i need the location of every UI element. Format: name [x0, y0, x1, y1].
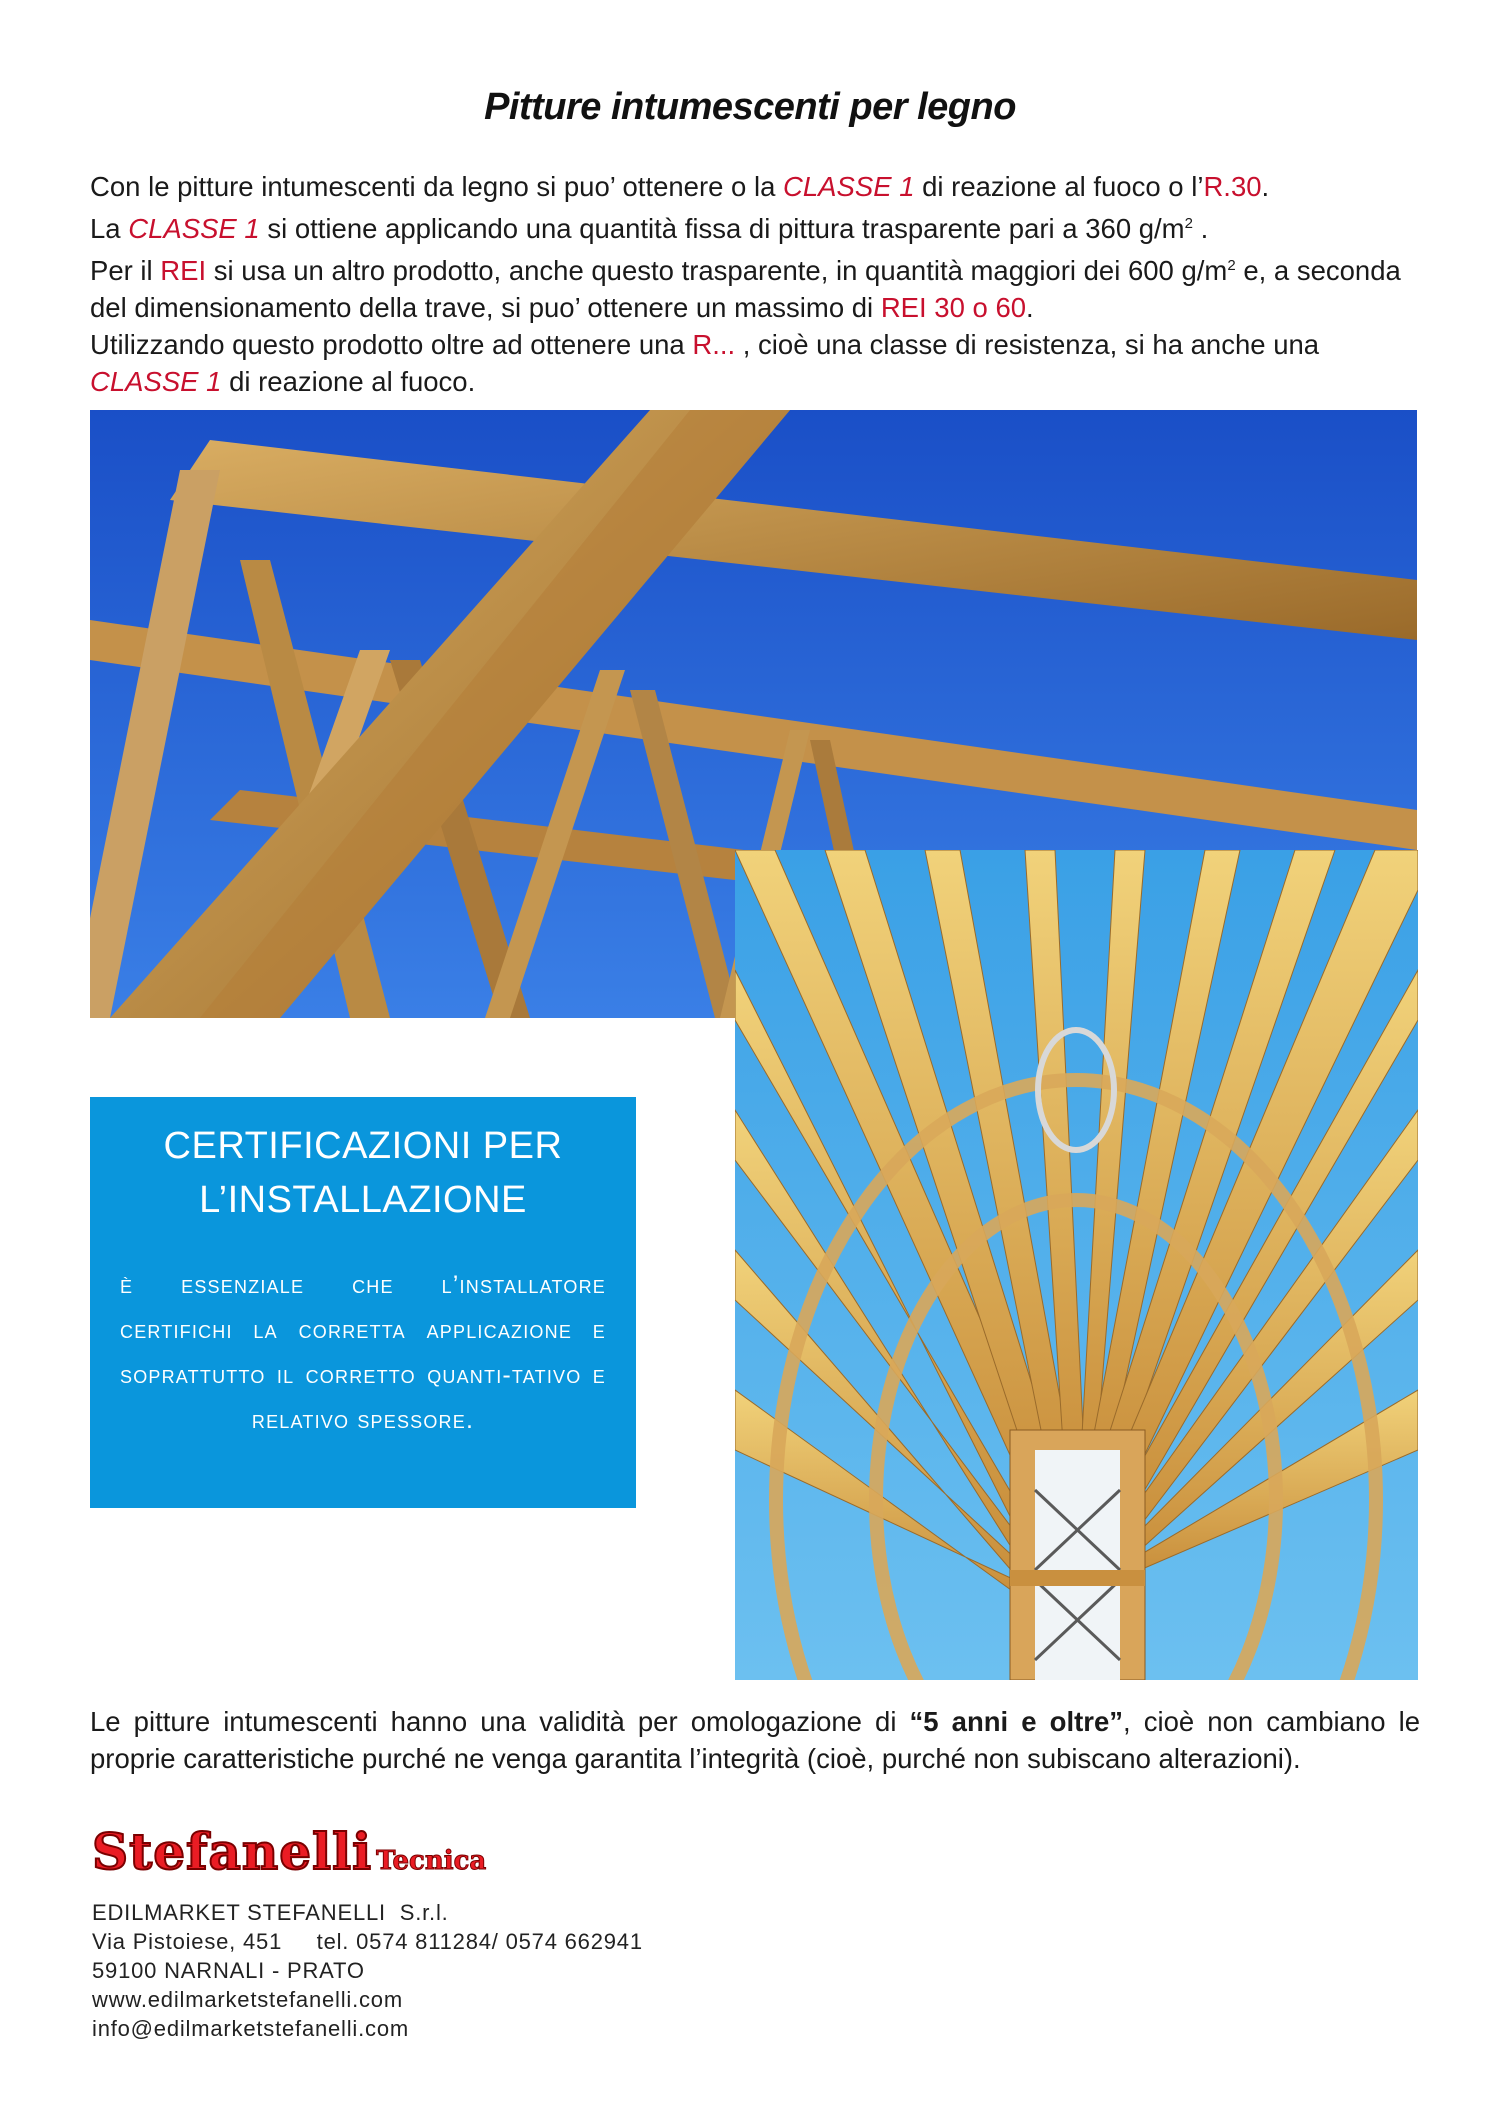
- certification-box: [90, 1097, 636, 1508]
- contact-block: [92, 1898, 643, 2043]
- company-name: EDILMARKET STEFANELLI S.r.l.: [92, 1900, 449, 1925]
- closing-paragraph: Le pitture intumescenti hanno una validità per omologazione di “5 anni e oltre”, cioè non cambiano le proprie caratteristiche purché ne venga garantita l’integrità (cioè, purché non subiscano alterazioni).: [90, 1706, 1420, 1774]
- address-phone: Via Pistoiese, 451 tel. 0574 811284/ 0574 662941: [92, 1929, 643, 1954]
- email-link[interactable]: info@edilmarketstefanelli.com: [92, 2016, 409, 2041]
- timber-dome-photo: [735, 850, 1418, 1680]
- page-title: Pitture intumescenti per legno: [484, 86, 1016, 128]
- brand-name: Stefanelli: [92, 1822, 373, 1881]
- certification-title: CERTIFICAZIONI PER L’INSTALLAZIONE: [163, 1125, 563, 1221]
- certification-text: è essenziale che l’installatore certifichi la corretta applicazione e soprattutto il corretto quanti-tativo e relativo spessore.: [120, 1271, 606, 1434]
- intro-paragraph: Con le pitture intumescenti da legno si puo’ ottenere o la CLASSE 1 di reazione al fuoco o l’R.30. La CLASSE 1 si ottiene applicando una quantità fissa di pittura trasparente pari a 360 $g/m^2$ . Per il REI si usa un altro prodotto, anche questo trasparente, in quantità maggiori dei 600 $g/m^2$ e, a seconda del dimensionamento della trave, si puo’ ottenere un massimo di REI 30 o 60. Utilizzando questo prodotto oltre ad ottenere una R... , cioè una classe di resistenza, si ha anche una CLASSE 1 di reazione al fuoco.: [90, 171, 1401, 398]
- website-link[interactable]: www.edilmarketstefanelli.com: [92, 1987, 403, 2012]
- city: 59100 NARNALI - PRATO: [92, 1958, 365, 1983]
- brand-subtitle: Tecnica: [376, 1846, 487, 1876]
- brand-logo: [92, 1822, 486, 1881]
